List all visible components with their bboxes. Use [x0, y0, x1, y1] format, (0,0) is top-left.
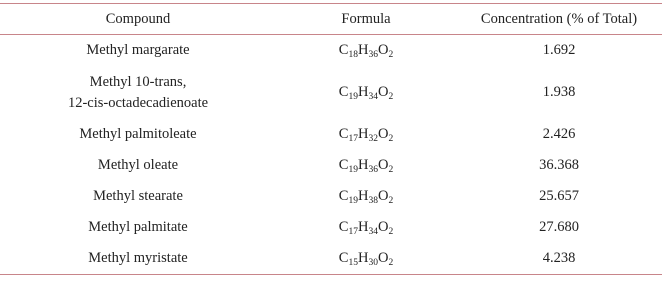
- formula-element-symbol: C: [338, 188, 349, 204]
- formula-element-symbol: O: [377, 157, 389, 173]
- formula-subscript: 2: [388, 50, 394, 60]
- concentration-cell: 2.426: [542, 126, 576, 142]
- table-row: [0, 119, 662, 150]
- formula-element-symbol: H: [357, 250, 369, 266]
- compound-name-line: Methyl palmitoleate: [79, 126, 197, 142]
- compound-name-line: Methyl margarate: [86, 42, 190, 58]
- table-body: [0, 35, 662, 275]
- table-row: [0, 35, 662, 67]
- table-row: [0, 212, 662, 243]
- header-compound: Compound: [0, 4, 276, 35]
- compound-name-line: 12-cis-octadecadienoate: [67, 94, 209, 111]
- formula-subscript: 34: [368, 227, 378, 237]
- formula-subscript: 36: [368, 165, 378, 175]
- formula-subscript: 17: [348, 134, 358, 144]
- formula-element-symbol: C: [338, 126, 349, 142]
- concentration-cell: 27.680: [539, 219, 579, 235]
- compound-name-cell: [0, 181, 276, 212]
- formula-subscript: 30: [368, 258, 378, 268]
- compound-name-line: Methyl 10-trans,: [89, 73, 187, 90]
- compound-name-cell: [0, 119, 276, 150]
- formula-subscript: 2: [388, 196, 394, 206]
- formula-element-symbol: H: [357, 84, 369, 100]
- formula-subscript: 2: [388, 134, 394, 144]
- compound-name-cell: [0, 150, 276, 181]
- header-row: [0, 4, 662, 35]
- table-row: [0, 181, 662, 212]
- concentration-cell: 1.692: [542, 42, 576, 58]
- formula-element-symbol: C: [338, 157, 349, 173]
- compound-name-cell: [0, 243, 276, 275]
- header-formula: Formula: [276, 4, 456, 35]
- table-row: [0, 150, 662, 181]
- formula-subscript: 19: [348, 92, 358, 102]
- formula-cell: [276, 150, 456, 181]
- formula-subscript: 2: [388, 92, 394, 102]
- formula-element-symbol: C: [338, 42, 349, 58]
- formula-subscript: 2: [388, 258, 394, 268]
- formula-element-symbol: O: [377, 219, 389, 235]
- table-row: [0, 243, 662, 275]
- formula-subscript: 2: [388, 227, 394, 237]
- table-header: [0, 4, 662, 35]
- formula-element-symbol: H: [357, 219, 369, 235]
- formula-element-symbol: C: [338, 84, 349, 100]
- formula-subscript: 15: [348, 258, 358, 268]
- formula-element-symbol: O: [377, 188, 389, 204]
- compound-name-cell: [0, 35, 276, 67]
- compound-name-line: Methyl palmitate: [88, 219, 188, 235]
- formula-element-symbol: H: [357, 126, 369, 142]
- formula-subscript: 34: [368, 92, 378, 102]
- formula-cell: [276, 212, 456, 243]
- header-concentration: Concentration (% of Total): [456, 4, 662, 35]
- formula-subscript: 19: [348, 165, 358, 175]
- formula-element-symbol: O: [377, 250, 389, 266]
- formula-element-symbol: H: [357, 188, 369, 204]
- compound-name-line: Methyl oleate: [97, 157, 179, 173]
- compound-table: [0, 3, 662, 275]
- formula-element-symbol: C: [338, 219, 349, 235]
- concentration-cell: 36.368: [539, 157, 579, 173]
- concentration-cell: 25.657: [539, 188, 579, 204]
- formula-element-symbol: O: [377, 84, 389, 100]
- compound-name-cell: [0, 212, 276, 243]
- formula-cell: [276, 119, 456, 150]
- compound-name-line: Methyl stearate: [93, 188, 183, 204]
- compound-name-cell: [0, 66, 276, 119]
- formula-subscript: 38: [368, 196, 378, 206]
- formula-cell: [276, 243, 456, 275]
- formula-subscript: 18: [348, 50, 358, 60]
- formula-cell: [276, 66, 456, 119]
- formula-element-symbol: C: [338, 250, 349, 266]
- formula-subscript: 32: [368, 134, 378, 144]
- formula-subscript: 2: [388, 165, 394, 175]
- formula-element-symbol: H: [357, 157, 369, 173]
- formula-element-symbol: H: [357, 42, 369, 58]
- formula-element-symbol: O: [377, 42, 389, 58]
- concentration-cell: 4.238: [456, 243, 662, 275]
- formula-subscript: 17: [348, 227, 358, 237]
- compound-name-line: Methyl myristate: [88, 250, 188, 266]
- formula-cell: [276, 35, 456, 67]
- formula-cell: [276, 181, 456, 212]
- formula-subscript: 19: [348, 196, 358, 206]
- concentration-cell: 1.938: [542, 84, 576, 100]
- formula-element-symbol: O: [377, 126, 389, 142]
- table-row: [0, 66, 662, 119]
- formula-subscript: 36: [368, 50, 378, 60]
